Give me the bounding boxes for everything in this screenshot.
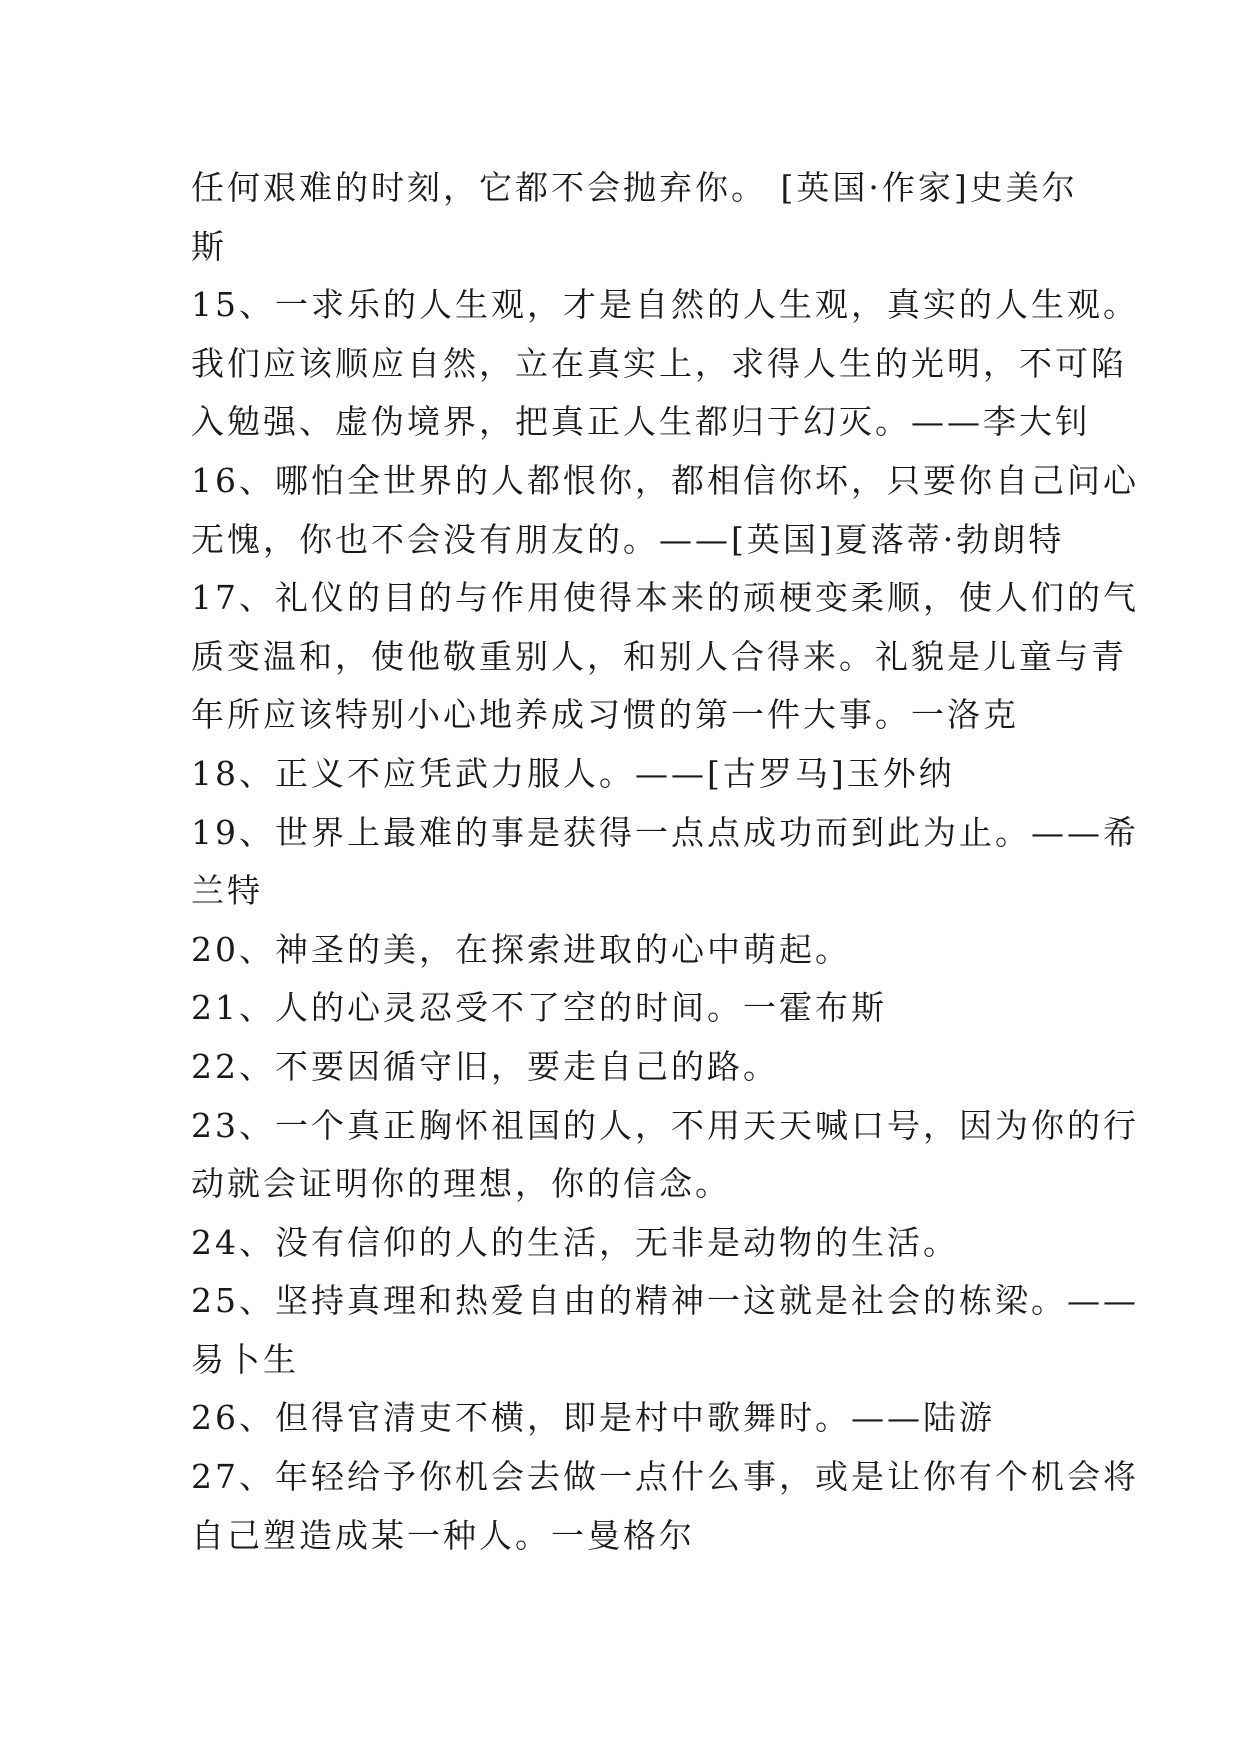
quote-text-block [191, 159, 1139, 1565]
text-line: 20、神圣的美，在探索进取的心中萌起。 [191, 929, 851, 969]
text-line: 质变温和，使他敬重别人，和别人合得来。礼貌是儿童与青 [191, 636, 1127, 676]
text-line: 我们应该顺应自然，立在真实上，求得人生的光明，不可陷 [191, 343, 1127, 383]
text-line: 21、人的心灵忍受不了空的时间。一霍布斯 [191, 988, 887, 1028]
text-line: 26、但得官清吏不横，即是村中歌舞时。——陆游 [191, 1398, 995, 1438]
text-line: 18、正义不应凭武力服人。——[古罗马]玉外纳 [191, 753, 955, 793]
text-line: 19、世界上最难的事是获得一点点成功而到此为止。——希 [191, 812, 1139, 852]
text-line: 年所应该特别小心地养成习惯的第一件大事。一洛克 [191, 695, 1019, 735]
text-line: 17、礼仪的目的与作用使得本来的顽梗变柔顺，使人们的气 [191, 578, 1139, 618]
text-line: 16、哪怕全世界的人都恨你，都相信你坏，只要你自己问心 [191, 460, 1139, 500]
text-line: 易卜生 [191, 1339, 299, 1379]
text-line: 15、一求乐的人生观，才是自然的人生观，真实的人生观。 [191, 285, 1139, 325]
text-line: 27、年轻给予你机会去做一点什么事，或是让你有个机会将 [191, 1457, 1139, 1497]
text-line: 入勉强、虚伪境界，把真正人生都归于幻灭。——李大钊 [191, 402, 1091, 442]
text-line: 动就会证明你的理想，你的信念。 [191, 1164, 731, 1204]
text-line: 22、不要因循守旧，要走自己的路。 [191, 1046, 779, 1086]
text-line: 无愧，你也不会没有朋友的。——[英国]夏落蒂·勃朗特 [191, 519, 1065, 559]
text-line: 兰特 [191, 871, 263, 911]
text-line: 任何艰难的时刻，它都不会抛弃你。 [英国·作家]史美尔 [191, 168, 1078, 207]
text-line: 自己塑造成某一种人。一曼格尔 [191, 1515, 695, 1555]
text-line: 23、一个真正胸怀祖国的人，不用天天喊口号，因为你的行 [191, 1105, 1139, 1145]
text-line: 斯 [191, 226, 227, 266]
text-line: 24、没有信仰的人的生活，无非是动物的生活。 [191, 1222, 959, 1262]
text-line: 25、坚持真理和热爱自由的精神一这就是社会的栋梁。—— [191, 1281, 1139, 1321]
